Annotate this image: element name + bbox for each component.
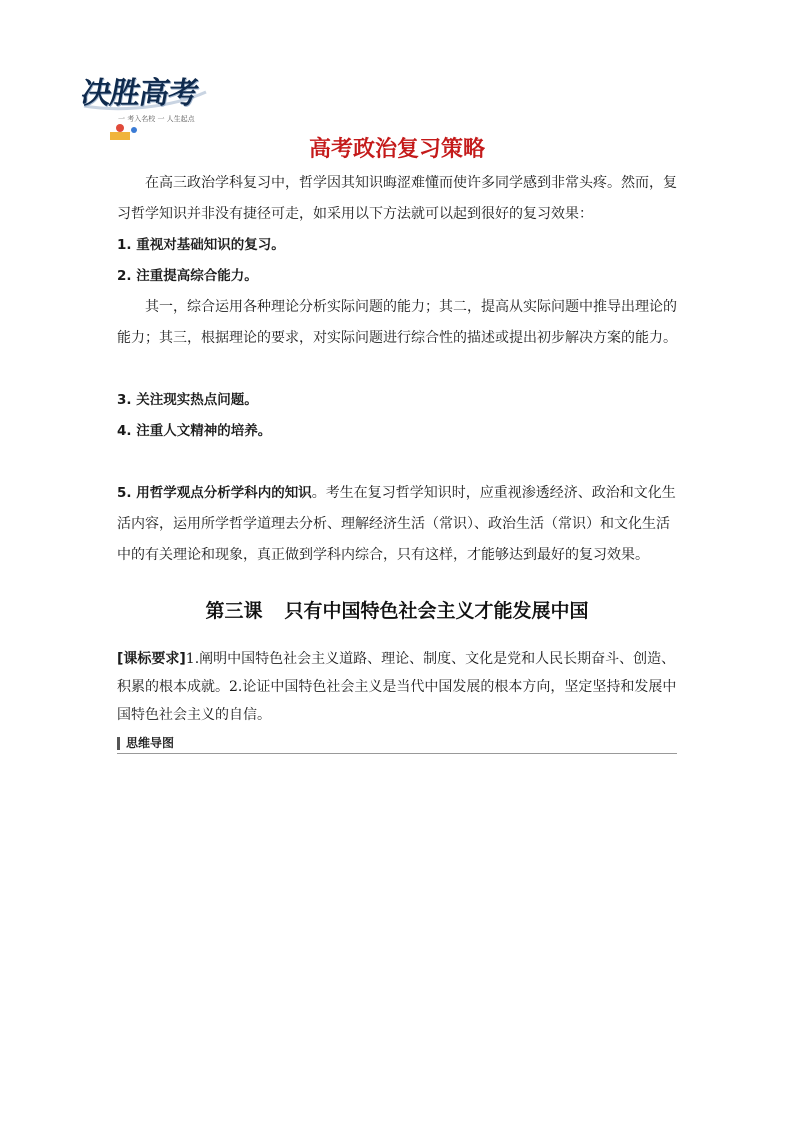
curriculum-requirement [117, 645, 680, 729]
lesson-name: 只有中国特色社会主义才能发展中国 [284, 600, 589, 622]
item-5-body: 。考生在复习哲学知识时，应重视渗透经济、政治和文化生活内容，运用所学哲学道理去分析、理解经济生活（常识）、政治生活（常识）和文化生活中的有关理论和现象，真正做到学科内综合，只有这样，才能够达到最好的复习效果。 [117, 485, 676, 563]
requirement-label: [课标要求] [117, 651, 186, 667]
logo-slogan: 一 考入名校 一 人生起点 [118, 115, 195, 123]
mind-map-section-header [117, 733, 677, 754]
requirement-text: 1.阐明中国特色社会主义道路、理论、制度、文化是党和人民长期奋斗、创造、积累的根本成就。2.论证中国特色社会主义是当代中国发展的根本方向，坚定坚持和发展中国特色社会主义的自信。 [117, 651, 677, 723]
lesson-number: 第三课 [205, 600, 263, 622]
intro-paragraph: 在高三政治学科复习中，哲学因其知识晦涩难懂而使许多同学感到非常头疼。然而，复习哲学知识并非没有捷径可走，如采用以下方法就可以起到很好的复习效果： [117, 175, 677, 222]
lesson-title [0, 596, 794, 623]
page-title: 高考政治复习策略 [308, 137, 485, 162]
item-1-heading: 1. 重视对基础知识的复习。 [117, 237, 285, 253]
item-3-heading: 3. 关注现实热点问题。 [117, 392, 258, 408]
logo-text: 决胜高考 [78, 76, 201, 111]
section-marker-icon [117, 737, 120, 750]
item-2-heading: 2. 注重提高综合能力。 [117, 268, 258, 284]
item-4-heading: 4. 注重人文精神的培养。 [117, 423, 272, 439]
item-5-heading: 5. 用哲学观点分析学科内的知识 [117, 485, 312, 501]
item-2-body: 其一，综合运用各种理论分析实际问题的能力；其二，提高从实际问题中推导出理论的能力；其三，根据理论的要求，对实际问题进行综合性的描述或提出初步解决方案的能力。 [117, 299, 677, 346]
item-5-paragraph [117, 478, 680, 571]
section-title: 思维导图 [126, 736, 175, 750]
